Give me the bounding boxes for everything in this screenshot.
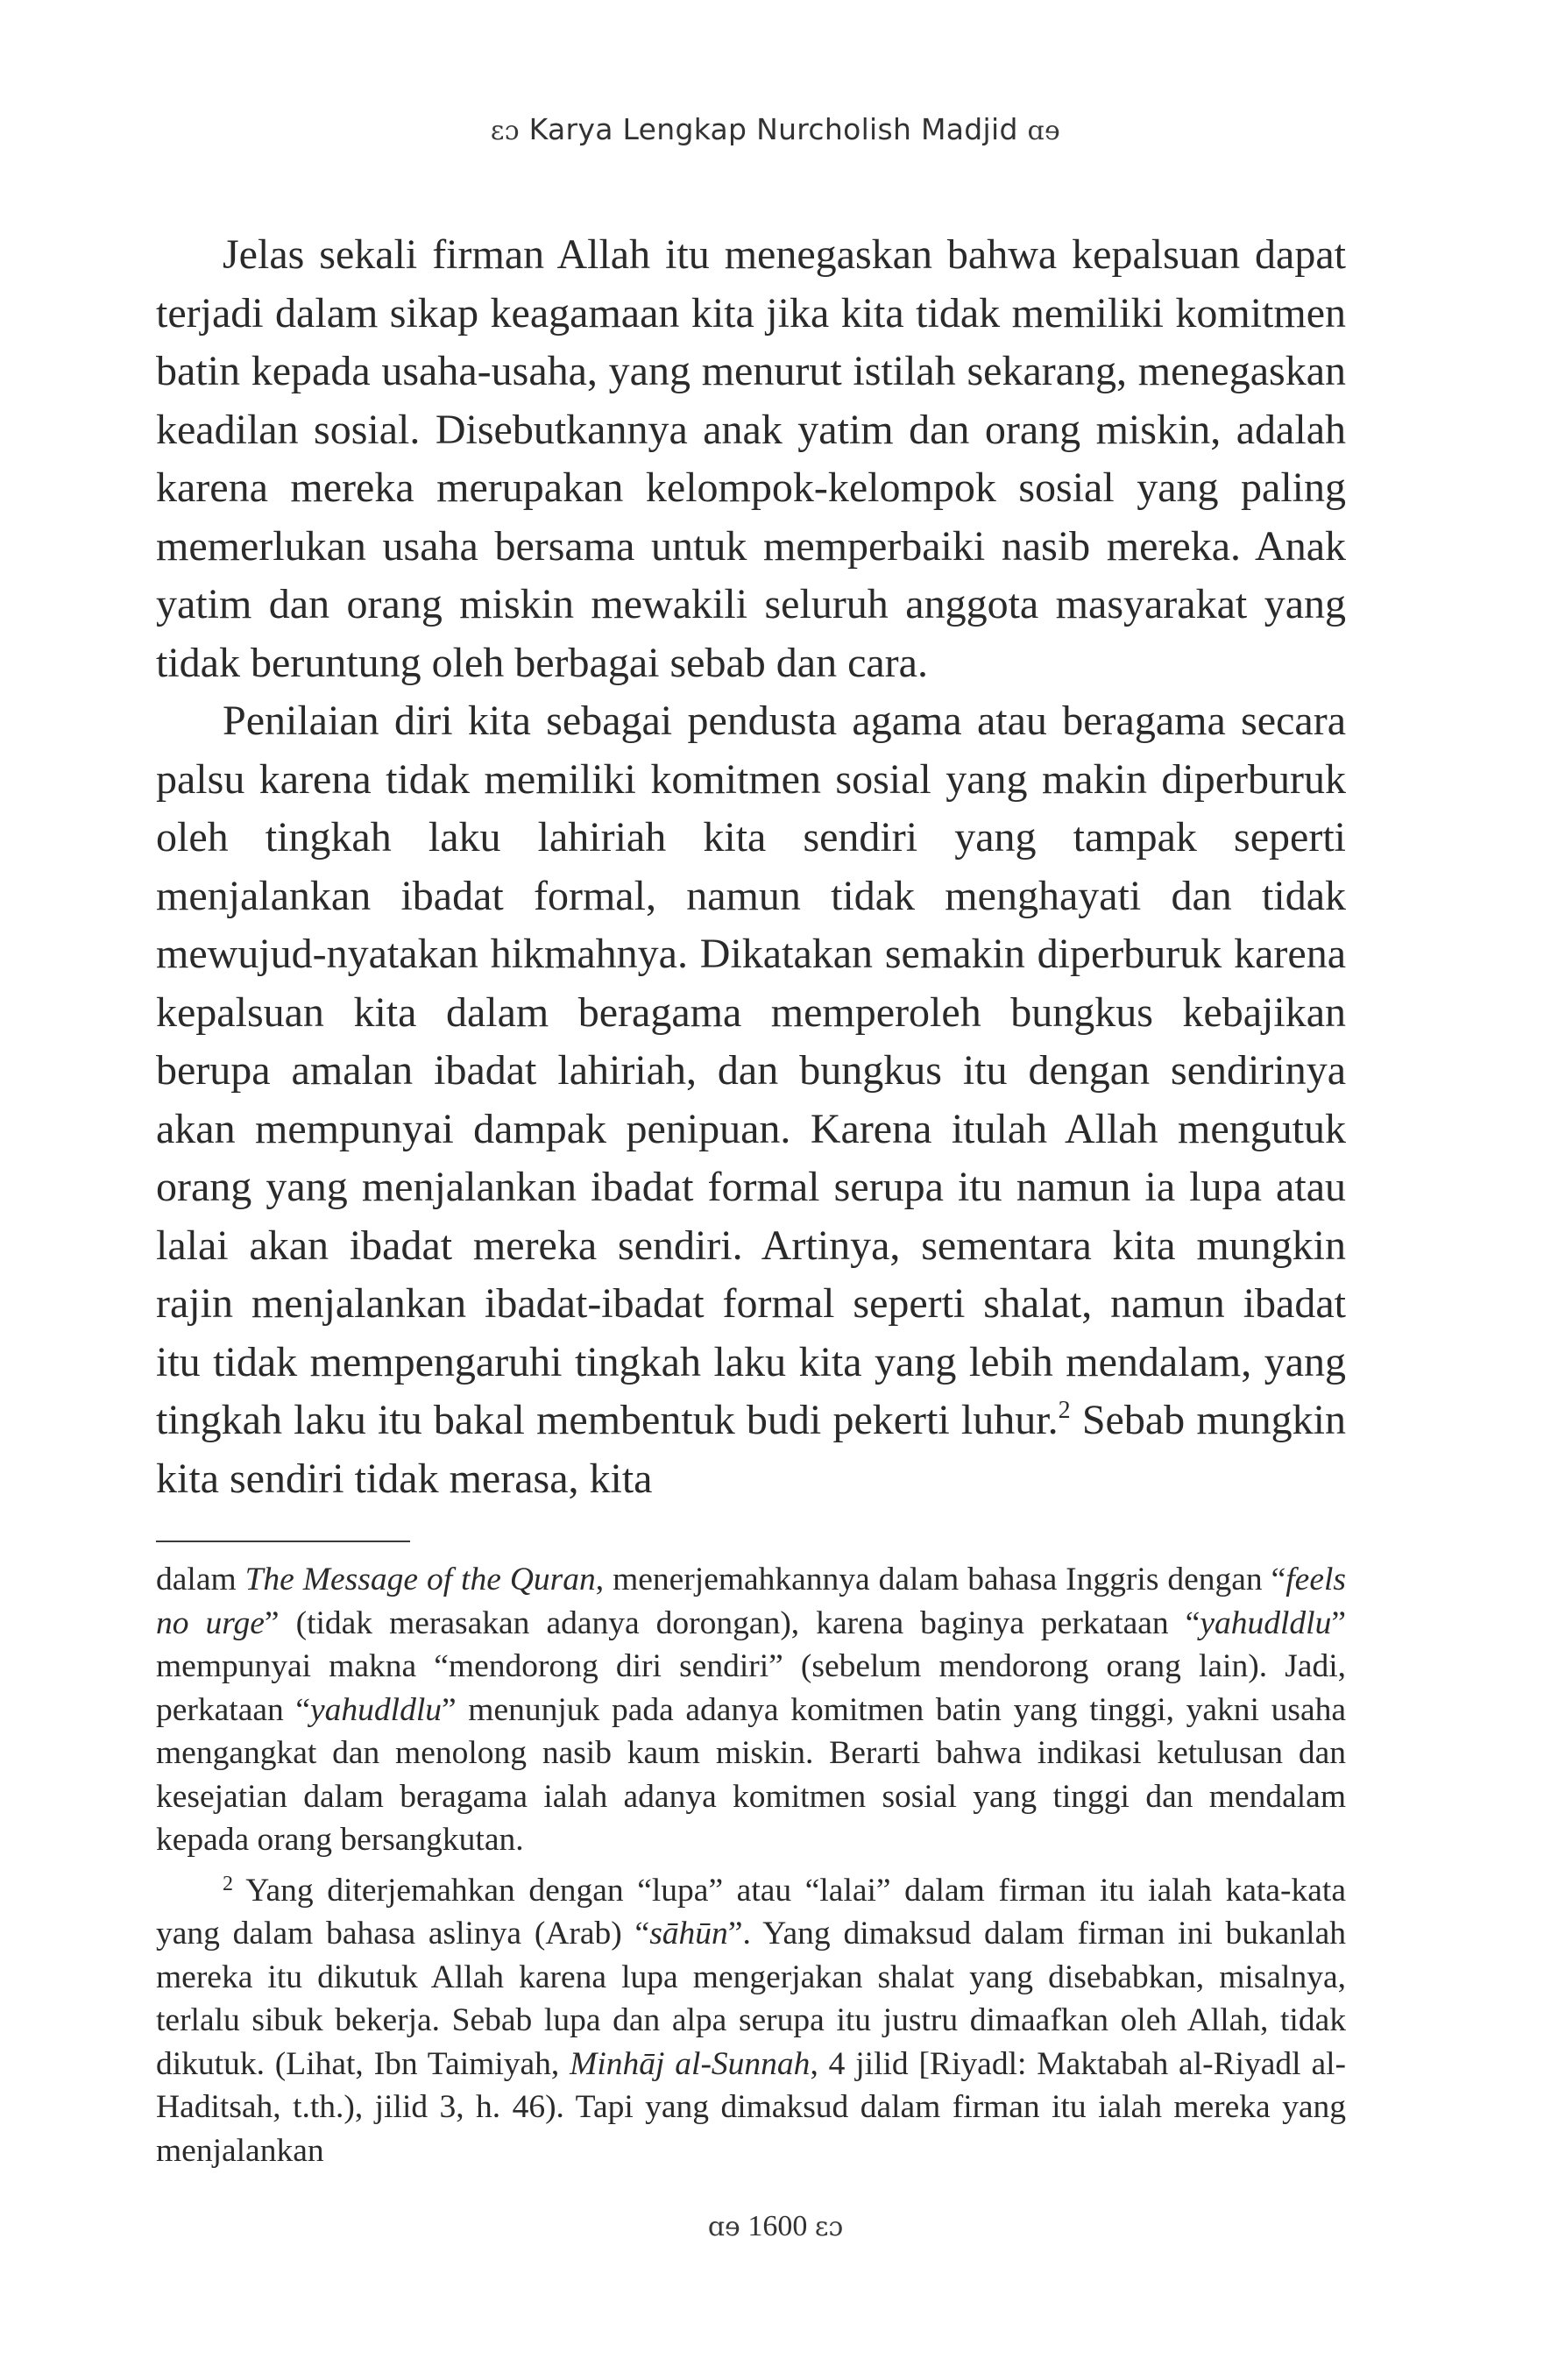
footnote-text: , 4 jilid [Riyadl: Maktabah al-Riyadl al-Haditsah, t.th.), jilid 3, h. 46). Tapi yang dimaksud dalam firman itu ialah mereka yang menjalankan	[156, 2045, 1346, 2169]
book-title: Karya Lengkap Nurcholish Madjid	[528, 112, 1018, 146]
footnote-number: 2	[223, 1872, 233, 1895]
main-text	[156, 226, 1346, 1508]
footnote-italic: feels no urge	[156, 1562, 1346, 1641]
body-paragraph	[156, 692, 1346, 1508]
footnote-text: ”. Yang dimaksud dalam firman ini bukanlah mereka itu dikutuk Allah karena lupa mengerjakan shalat yang disebabkan, misalnya, terlalu sibuk bekerja. Sebab lupa dan alpa serupa itu justru dimaafkan oleh Allah, tidak dikutuk. (Lihat, Ibn Taimiyah,	[156, 1916, 1346, 2082]
running-header	[0, 112, 1551, 146]
footnote-italic: Minhāj al-Sunnah	[570, 2045, 811, 2082]
footnote-2	[156, 1869, 1346, 2173]
body-paragraph: Jelas sekali firman Allah itu menegaskan bahwa kepalsuan dapat terjadi dalam sikap keagamaan kita jika kita tidak memiliki komitmen batin kepada usaha-usaha, yang menurut istilah sekarang, menegaskan keadilan sosial. Disebutkannya anak yatim dan orang miskin, adalah karena mereka merupakan kelompok-kelompok sosial yang paling memerlukan usaha bersama untuk memperbaiki nasib mereka. Anak yatim dan orang miskin mewakili seluruh anggota masyarakat yang tidak beruntung oleh berbagai sebab dan cara.	[156, 231, 1346, 686]
footnotes	[156, 1558, 1346, 2172]
footnote-italic: yahudldlu	[1200, 1604, 1332, 1641]
footnote-text: ” (tidak merasakan adanya dorongan), karena baginya perkataan “	[264, 1604, 1200, 1641]
page-number: 1600	[747, 2210, 808, 2242]
footnote-separator	[156, 1541, 410, 1542]
footnote-continued	[156, 1558, 1346, 1862]
ornament-left-icon: ɛɔ	[490, 116, 520, 146]
page-footer	[0, 2210, 1551, 2243]
footnote-italic: sāhūn	[649, 1916, 728, 1951]
ornament-right-icon: ɑɘ	[1027, 116, 1061, 146]
body-text: Penilaian diri kita sebagai pendusta agama atau beragama secara palsu karena tidak memiliki komitmen sosial yang makin diperburuk oleh tingkah laku lahiriah kita sendiri yang tampak seperti menjalankan ibadat formal, namun tidak menghayati dan tidak mewujud-nyatakan hikmahnya. Dikatakan semakin diperburuk karena kepalsuan kita dalam beragama memperoleh bungkus kebajikan berupa amalan ibadat lahiriah, dan bungkus itu dengan sendirinya akan mempunyai dampak penipuan. Karena itulah Allah mengutuk orang yang menjalankan ibadat formal serupa itu namun ia lupa atau lalai akan ibadat mereka sendiri. Artinya, sementara kita mungkin rajin menjalankan ibadat-ibadat formal seperti shalat, namun ibadat itu tidak mempengaruhi tingkah laku kita yang lebih mendalam, yang tingkah laku itu bakal membentuk budi pekerti luhur.	[156, 698, 1346, 1443]
footnote-text: ” menunjuk pada adanya komitmen batin yang tinggi, yakni usaha mengangkat dan menolong nasib kaum miskin. Berarti bahwa indikasi ketulusan dan kesejatian dalam beragama ialah adanya komitmen sosial yang tinggi dan mendalam kepada orang bersangkutan.	[156, 1691, 1346, 1858]
body-text: Sebab mungkin kita sendiri tidak merasa, kita	[156, 1397, 1347, 1502]
footnote-italic: The Message of the Quran	[244, 1562, 596, 1597]
ornament-right-icon: ɛɔ	[814, 2212, 844, 2242]
footnote-text: , menerjemahkannya dalam bahasa Inggris dengan “	[595, 1562, 1286, 1597]
footnote-text: Yang diterjemahkan dengan “lupa” atau “lalai” dalam firman itu ialah kata-kata yang dalam bahasa aslinya (Arab) “	[156, 1872, 1346, 1951]
footnote-italic: yahudldlu	[310, 1691, 443, 1728]
ornament-left-icon: ɑɘ	[707, 2212, 740, 2242]
footnote-text: ” mempunyai makna “mendorong diri sendiri” (sebelum mendorong orang lain). Jadi, perkataan “	[156, 1604, 1346, 1728]
footnote-reference[interactable]: 2	[1058, 1397, 1071, 1424]
footnote-text: dalam	[156, 1562, 245, 1597]
